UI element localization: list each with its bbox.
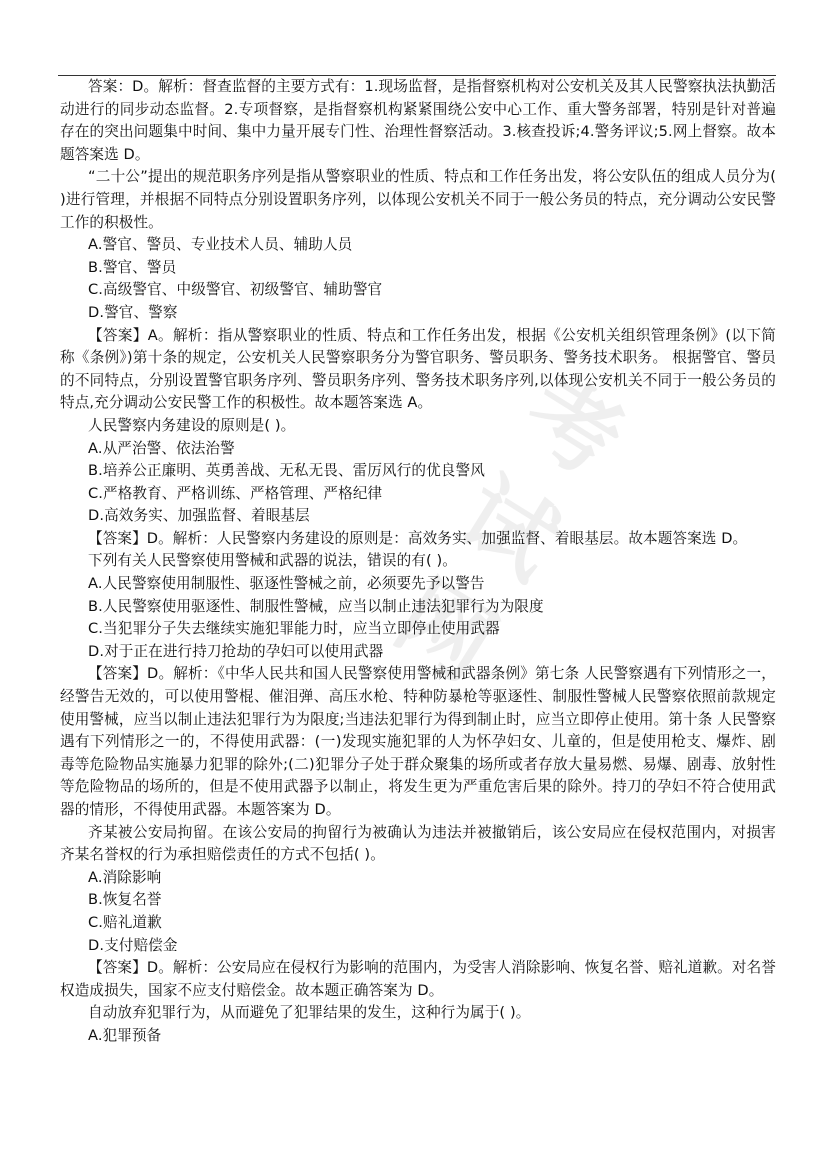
option-a: A.消除影响 — [88, 868, 162, 886]
option-c: C.严格教育、严格训练、严格管理、严格纪律 — [88, 484, 383, 502]
question-paragraph: 下列有关人民警察使用警械和武器的说法，错误的有( )。 — [88, 552, 457, 570]
answer-paragraph: 【答案】D。解析：《中华人民共和国人民警察使用警械和武器条例》第七条 人民警察遇有下列情形之一，经警告无效的，可以使用警棍、催泪弹、高压水枪、特种防暴枪等驱逐性、制服性警械人民警察依照前款规定使用警械，应当以制止违法犯罪行为为限度;当违法犯罪行为得到制止时，应当立即停止使用。第十条 人民警察遇有下列情形之一的，不得使用武器：(一)发现实施犯罪的人为怀孕妇女、儿童的，但是使用枪支、爆炸、剧毒等危险物品实施暴力犯罪的除外;(二)犯罪分子处于群众聚集的场所或者存放大量易燃、易爆、剧毒、放射性等危险物品的场所的，但是不使用武器予以制止，将发生更为严重危害后果的除外。持刀的孕妇不符合使用武器的情形，不得使用武器。本题答案为 D。 — [60, 665, 776, 818]
option-d: D.警官、警察 — [88, 303, 178, 321]
option-c: C.当犯罪分子失去继续实施犯罪能力时，应当立即停止使用武器 — [88, 620, 500, 638]
answer-paragraph: 【答案】D。解析：人民警察内务建设的原则是：高效务实、加强监督、着眼基层。故本题答案选 D。 — [88, 529, 748, 547]
option-d: D.支付赔偿金 — [88, 936, 178, 954]
option-c: C.赔礼道歉 — [88, 913, 162, 931]
option-c: C.高级警官、中级警官、初级警官、辅助警官 — [88, 281, 383, 299]
watermark: 考 试 网 — [378, 357, 641, 701]
question-paragraph: 自动放弃犯罪行为，从而避免了犯罪结果的发生，这种行为属于( )。 — [88, 1004, 531, 1022]
question-paragraph: 齐某被公安局拘留。在该公安局的拘留行为被确认为违法并被撤销后，该公安局应在侵权范围内，对损害齐某名誉权的行为承担赔偿责任的方式不包括( )。 — [60, 823, 776, 864]
document-body — [60, 76, 776, 1048]
question-paragraph: “二十公”提出的规范职务序列是指从警察职业的性质、特点和工作任务出发，将公安队伍的组成人员分为( )进行管理，并根据不同特点分别设置职务序列，以体现公安机关不同于一般公务员的特点，充分调动公安民警工作的积极性。 — [60, 168, 776, 231]
answer-paragraph: 【答案】A。解析：指从警察职业的性质、特点和工作任务出发，根据《公安机关组织管理条例》(以下简称《条例》)第十条的规定，公安机关人民警察职务分为警官职务、警员职务、警务技术职务。 根据警官、警员的不同特点，分别设置警官职务序列、警员职务序列、警务技术职务序列,以体现公安机关不同于一般公务员的特点,充分调动公安民警工作的积极性。故本题答案选 A。 — [60, 326, 776, 412]
option-a: A.人民警察使用制服性、驱逐性警械之前，必须要先予以警告 — [88, 575, 485, 593]
option-a: A.从严治警、依法治警 — [88, 439, 235, 457]
question-paragraph: 人民警察内务建设的原则是( )。 — [88, 416, 296, 434]
answer-paragraph: 答案：D。解析：督查监督的主要方式有：1.现场监督，是指督察机构对公安机关及其人民警察执法执勤活动进行的同步动态监督。2.专项督察，是指督察机构紧紧围绕公安中心工作、重大警务部署，特别是针对普遍存在的突出问题集中时间、集中力量开展专门性、治理性督察活动。3.核查投诉;4.警务评议;5.网上督察。故本题答案选 D。 — [60, 78, 776, 163]
option-b: B.恢复名誉 — [88, 891, 162, 909]
option-b: B.人民警察使用驱逐性、制服性警械，应当以制止违法犯罪行为为限度 — [88, 597, 544, 615]
option-a: A.警官、警员、专业技术人员、辅助人员 — [88, 236, 353, 254]
option-a: A.犯罪预备 — [88, 1026, 162, 1044]
option-d: D.高效务实、加强监督、着眼基层 — [88, 507, 310, 525]
answer-paragraph: 【答案】D。解析：公安局应在侵权行为影响的范围内，为受害人消除影响、恢复名誉、赔礼道歉。对名誉权造成损失，国家不应支付赔偿金。故本题正确答案为 D。 — [60, 959, 776, 999]
option-b: B.培养公正廉明、英勇善战、无私无畏、雷厉风行的优良警风 — [88, 462, 485, 480]
option-b: B.警官、警员 — [88, 258, 177, 276]
option-d: D.对于正在进行持刀抢劫的孕妇可以使用武器 — [88, 642, 384, 660]
